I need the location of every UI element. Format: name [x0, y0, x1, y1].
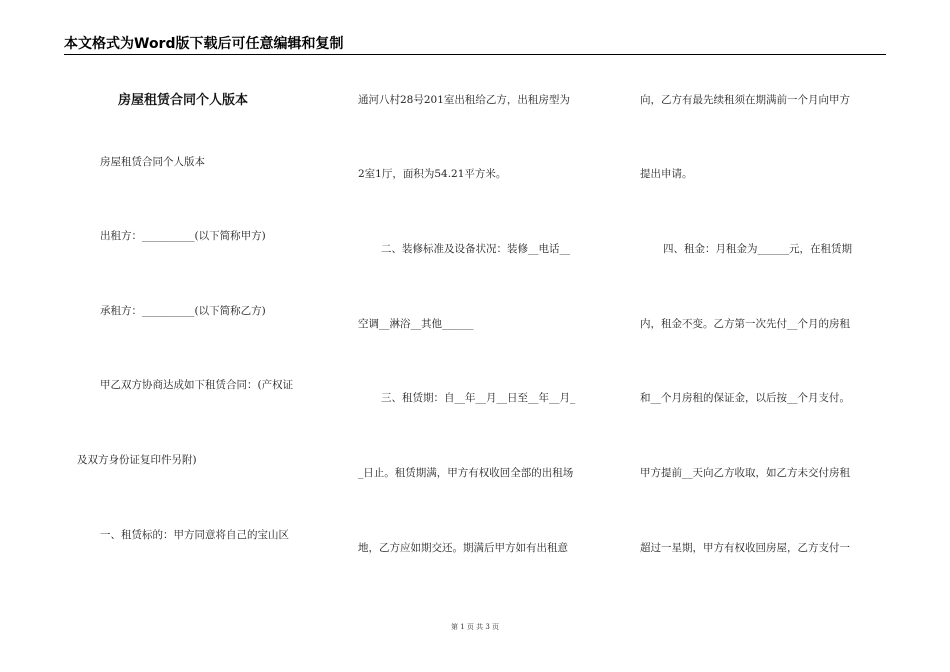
body-line: 空调__淋浴__其他______: [358, 318, 474, 330]
body-line: 甲乙双方协商达成如下租赁合同：(产权证: [100, 379, 294, 391]
body-line: _日止。租赁期满，甲方有权收回全部的出租场: [358, 467, 574, 479]
body-line: 和__个月房租的保证金，以后按__个月支付。: [640, 392, 850, 404]
body-line: 2室1厅，面积为54.21平方米。: [358, 168, 507, 180]
page-footer: 第 1 页 共 3 页: [450, 623, 500, 631]
body-line: 四、租金：月租金为______元，在租赁期: [663, 243, 852, 255]
body-line: 甲方提前__天向乙方收取，如乙方未交付房租: [640, 467, 850, 479]
page-header: [64, 36, 886, 55]
body-line: 及双方身份证复印件另附): [77, 454, 197, 466]
body-line: 一、租赁标的：甲方同意将自己的宝山区: [100, 529, 289, 541]
body-line: 地，乙方应如期交还。期满后甲方如有出租意: [358, 542, 568, 554]
document-title: 房屋租赁合同个人版本: [118, 93, 249, 108]
body-line: 提出申请。: [640, 168, 693, 180]
body-line: 房屋租赁合同个人版本: [100, 156, 205, 168]
body-line: 超过一星期，甲方有权收回房屋，乙方支付一: [640, 542, 850, 554]
body-line: 三、租赁期：自__年__月__日至__年__月_: [381, 392, 576, 404]
body-line: 承租方：__________(以下简称乙方): [100, 305, 266, 317]
body-line: 二、装修标准及设备状况：装修__电话__: [381, 243, 570, 255]
body-line: 通河八村28号201室出租给乙方，出租房型为: [358, 94, 570, 106]
body-line: 出租方：__________(以下简称甲方): [100, 230, 266, 242]
body-line: 内，租金不变。乙方第一次先付__个月的房租: [640, 318, 850, 330]
header-title: 本文格式为Word版下载后可任意编辑和复制: [64, 36, 344, 52]
body-line: 向，乙方有最先续租须在期满前一个月向甲方: [640, 94, 850, 106]
